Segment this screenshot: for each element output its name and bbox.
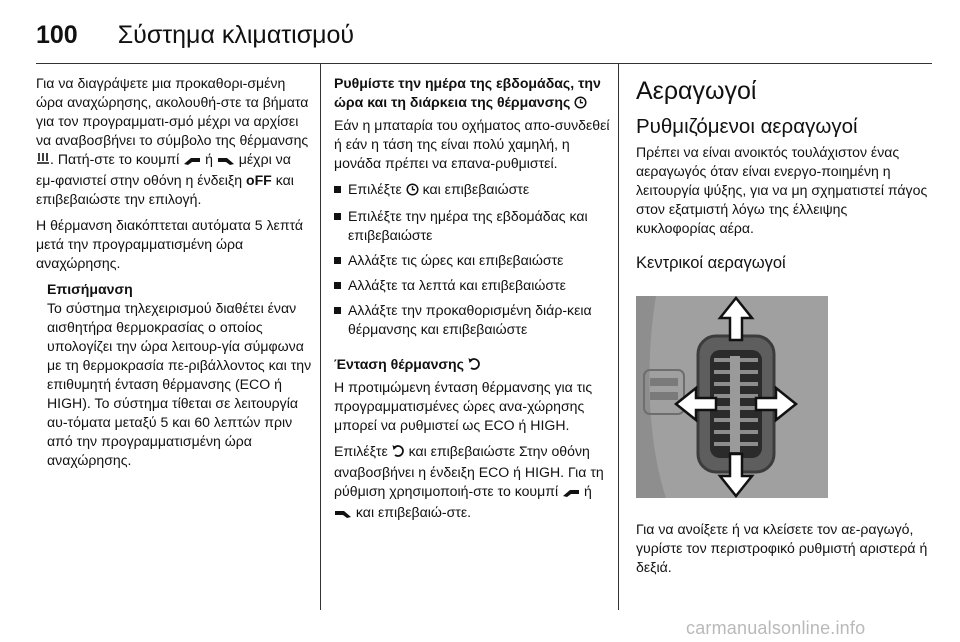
- right-button-icon: [217, 152, 235, 171]
- column-3: [636, 70, 928, 286]
- paragraph: [334, 442, 610, 524]
- paragraph: Για να ανοίξετε ή να κλείσετε τον αε-ραγωγό, γυρίστε τον περιστροφικό ρυθμιστή αριστερά ή δεξιά.: [636, 521, 928, 575]
- note-title: Επισήμανση: [47, 281, 133, 297]
- header-rule: [36, 63, 932, 64]
- intensity-icon: [468, 357, 481, 376]
- heading-text: Ρυθμίστε την ημέρα της εβδομάδας, την ώρα και τη διάρκεια της θέρμανσης: [334, 75, 601, 110]
- text: Επιλέξτε: [334, 443, 388, 459]
- text: και επιβεβαιώστε: [422, 181, 530, 197]
- page-number: 100: [36, 21, 78, 49]
- text: μέχρι να εμ-φανιστεί στην οθόνη η ένδειξη: [36, 151, 291, 188]
- text: . Πατή-στε το κουμπί: [50, 151, 180, 167]
- list-item: Αλλάξτε τις ώρες και επιβεβαιώστε: [334, 251, 610, 270]
- text: Επιλέξτε: [348, 181, 402, 197]
- section-subtitle: Ρυθμιζόμενοι αεραγωγοί: [636, 115, 858, 138]
- section-heading: [334, 74, 610, 114]
- watermark: carmanualsonline.info: [686, 618, 866, 638]
- clock-icon: [406, 182, 419, 201]
- heating-symbol-icon: [36, 152, 50, 171]
- intensity-icon: [392, 444, 405, 463]
- right-button-icon: [334, 505, 352, 524]
- text: και επιβεβαιώστε την επιλογή.: [36, 172, 294, 207]
- text: και επιβεβαιώ-στε.: [355, 504, 472, 520]
- column-divider: [320, 64, 321, 610]
- heading-text: Ένταση θέρμανσης: [334, 356, 464, 372]
- clock-icon: [574, 95, 587, 114]
- note-body: Το σύστημα τηλεχειρισμού διαθέτει έναν αισθητήρα θερμοκρασίας ο οποίος υπολογίζει την ώρα λειτουρ-γία σύμφωνα με τη θερμοκρασία πε-ριβάλλοντος και την επιθυμητή ένταση θέρμανσης (ECO ή HIGH). Το σύστημα τίθεται σε λειτουργία αυ-τόματα μεταξύ 5 και 60 λεπτών πριν από την προγραμματισμένη ώρα αναχώρησης.: [47, 300, 312, 468]
- paragraph: Η προτιμώμενη ένταση θέρμανσης για τις προγραμματισμένες ώρες ανα-χώρησης μπορεί να ρυθμιστεί ως ECO ή HIGH.: [334, 379, 593, 433]
- page-title: Σύστημα κλιματισμού: [117, 21, 355, 49]
- left-button-icon: [183, 152, 201, 171]
- column-divider: [618, 64, 619, 610]
- paragraph: [36, 74, 312, 209]
- paragraph: Η θέρμανση διακόπτεται αυτόματα 5 λεπτά μετά την προγραμματισμένη ώρα αναχώρησης.: [36, 217, 304, 271]
- paragraph: Εάν η μπαταρία του οχήματος απο-συνδεθεί ή εάν η τάση της είναι πολύ χαμηλή, η μονάδα πρέπει να επανα-ρυθμιστεί.: [334, 117, 610, 171]
- list-item: Επιλέξτε την ημέρα της εβδομάδας και επιβεβαιώστε: [334, 207, 610, 245]
- page-header: [36, 20, 354, 50]
- off-indicator: oFF: [245, 172, 272, 188]
- list-item: Αλλάξτε την προκαθορισμένη διάρ-κεια θέρμανσης και επιβεβαιώστε: [334, 301, 610, 339]
- column-3-bottom: [636, 520, 928, 584]
- left-button-icon: [562, 484, 580, 503]
- section-title: Αεραγωγοί: [636, 77, 757, 105]
- column-1: [36, 74, 312, 470]
- text: ή: [583, 483, 592, 499]
- section-heading: Κεντρικοί αεραγωγοί: [636, 254, 786, 272]
- text: και επιβεβαιώστε Στην οθόνη αναβοσβήνει η ένδειξη ECO ή HIGH. Για τη ρύθμιση χρησιμοποιή-στε το κουμπί: [334, 443, 604, 499]
- text: ή: [205, 151, 213, 167]
- section-heading: [334, 355, 610, 376]
- paragraph: Πρέπει να είναι ανοικτός τουλάχιστον ένας αεραγωγός όταν είναι ενεργο-ποιημένη η λειτουργία ψύξης, για να μη σχηματιστεί πάγος στον εξατμιστή λόγω της έλλειψης κυκλοφορίας αέρα.: [636, 144, 928, 236]
- note-block: [47, 280, 312, 470]
- list-item: [334, 180, 610, 201]
- list-item: Αλλάξτε τα λεπτά και επιβεβαιώστε: [334, 276, 610, 295]
- text: Για να διαγράψετε μια προκαθορι-σμένη ώρα αναχώρησης, ακολουθή-στε τα βήματα για τον προγραμματι-σμό μέχρι να αρχίσει να αναβοσβήνει το σύμβολο της θέρμανσης: [36, 75, 309, 148]
- column-2: [334, 74, 610, 531]
- vent-illustration: [636, 296, 828, 498]
